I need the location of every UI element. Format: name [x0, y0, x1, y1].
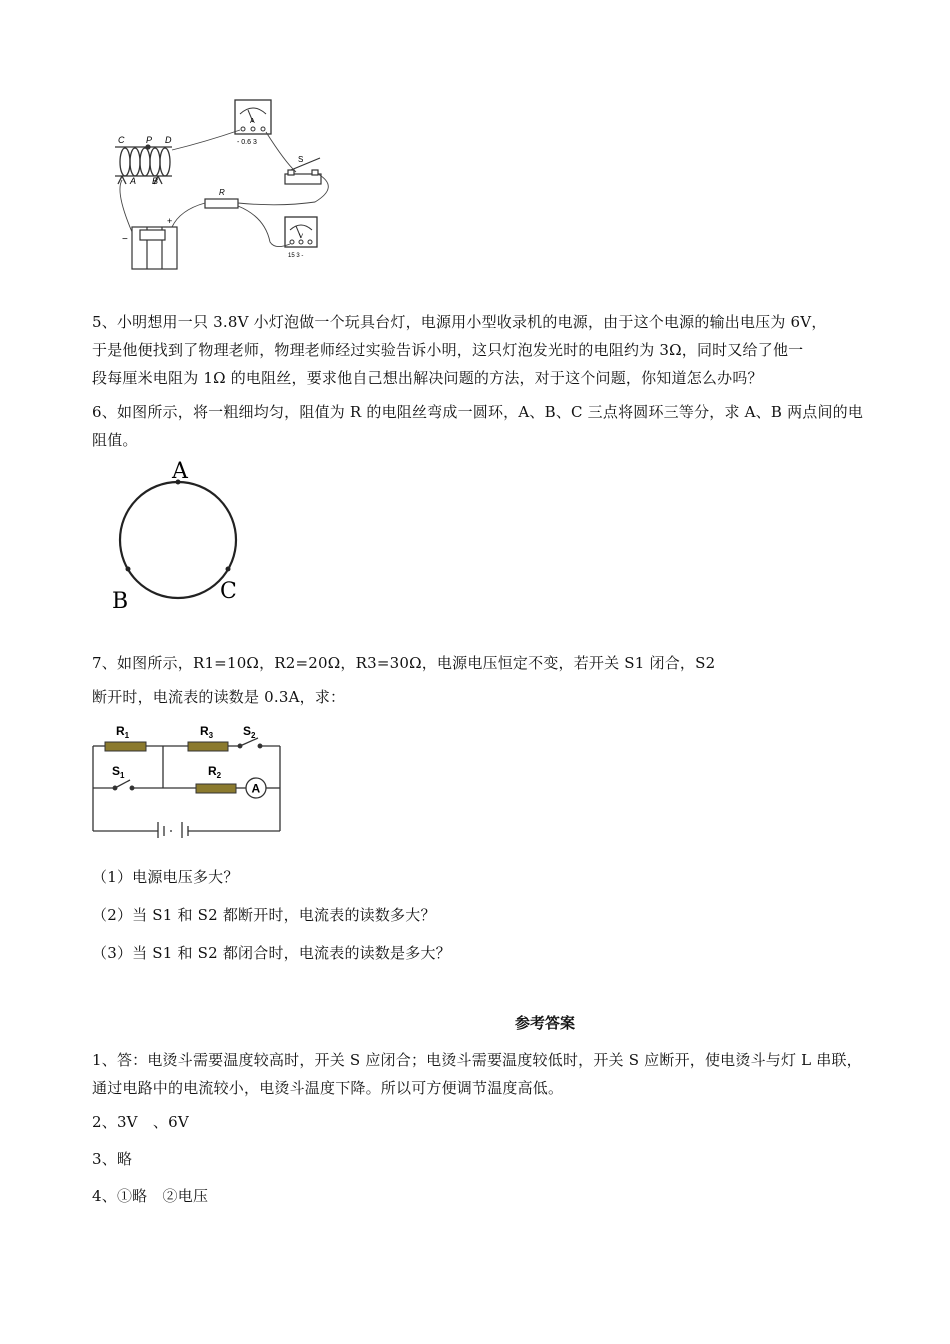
question-5-line-3: 段每厘米电阻为 1Ω 的电阻丝，要求他自己想出解决问题的方法，对于这个问题，你知道怎么办吗？ [92, 369, 763, 387]
wire-label-d: D [165, 135, 172, 145]
switch-s2 [238, 738, 262, 748]
ring-point-c [226, 567, 231, 572]
resistor-label: R [219, 188, 225, 197]
answer-2: 2、3V 、6V [92, 1113, 189, 1131]
question-5-line-1: 5、小明想用一只 3.8V 小灯泡做一个玩具台灯，电源用小型收录机的电源，由于这个电源的输出电压为 6V， [92, 313, 827, 331]
ring-label-c: C [220, 579, 237, 604]
answer-3: 3、略 [92, 1150, 133, 1168]
wire-label-a: A [130, 176, 137, 186]
label-r3: $R_3$ [200, 724, 214, 740]
question-7-line-1: 7、如图所示，R1=10Ω，R2=20Ω，R3=30Ω，电源电压恒定不变，若开关 S1 闭合，S2 [92, 654, 716, 672]
wire-label-p: P [146, 135, 153, 145]
question-7-sub-2: （2）当 S1 和 S2 都断开时，电流表的读数多大？ [92, 906, 436, 924]
battery [132, 227, 177, 269]
question-7 [92, 646, 872, 714]
ammeter-scale: - 0.6 3 [237, 139, 257, 146]
question-5-line-2: 于是他便找到了物理老师，物理老师经过实验告诉小明，这只灯泡发光时的电阻约为 3Ω，同时又给了他一 [92, 341, 804, 359]
answers-title: 参考答案 [514, 1014, 575, 1032]
resistor-box [205, 199, 238, 208]
voltmeter-letter: V [299, 234, 304, 240]
ring-label-a: A [172, 459, 188, 484]
circuit-ammeter-letter: A [251, 781, 261, 796]
question-7-sub-1: （1）电源电压多大？ [92, 868, 239, 886]
answer-1-line-1: 1、答：电烫斗需要温度较高时，开关 S 应闭合；电烫斗需要温度较低时，开关 S 应断开，使电烫斗与灯 L 串联， [92, 1051, 862, 1069]
answer-1-line-2: 通过电路中的电流较小，电烫斗温度下降。所以可方便调节温度高低。 [92, 1079, 564, 1097]
switch-s1 [113, 780, 134, 790]
label-s2: $S_2$ [243, 724, 256, 740]
resistor-r1 [105, 742, 146, 751]
answer-4: 4、①略 ②电压 [92, 1187, 209, 1205]
question-7-subquestions [92, 858, 872, 972]
question-6 [92, 398, 872, 454]
answer-1 [92, 1046, 872, 1102]
ring-circle [120, 482, 236, 598]
circuit-battery [158, 822, 188, 838]
label-s1: $S_1$ [112, 764, 125, 780]
wire-label-c: C [118, 135, 125, 145]
resistance-wire-board [115, 145, 172, 184]
ring-point-b [126, 567, 131, 572]
figure-meter-setup [110, 92, 340, 277]
question-6-line-1: 6、如图所示，将一粗细均匀，阻值为 R 的电阻丝弯成一圆环，A、B、C 三点将圆环三等分，求 A、B 两点间的电 [92, 403, 864, 421]
switch-label: S [298, 155, 304, 164]
ammeter [235, 100, 271, 134]
voltmeter-scale: 15 3 - [288, 253, 304, 259]
wire-label-b: B [152, 176, 159, 186]
question-7-sub-3: （3）当 S1 和 S2 都闭合时，电流表的读数是多大？ [92, 944, 451, 962]
ring-label-b: B [112, 589, 129, 614]
question-5 [92, 308, 872, 392]
ammeter-letter: A [250, 118, 255, 125]
resistor-r2 [196, 784, 236, 793]
voltmeter [285, 217, 317, 247]
label-r1: $R_1$ [116, 724, 130, 740]
figure-ring [108, 456, 258, 616]
label-r2: $R_2$ [208, 764, 222, 780]
battery-plus: + [167, 216, 173, 226]
question-6-line-2: 阻值。 [92, 431, 138, 449]
question-7-line-2: 断开时，电流表的读数是 0.3A，求： [92, 688, 346, 706]
battery-minus: − [122, 234, 128, 245]
figure-circuit [88, 718, 288, 838]
resistor-r3 [188, 742, 228, 751]
